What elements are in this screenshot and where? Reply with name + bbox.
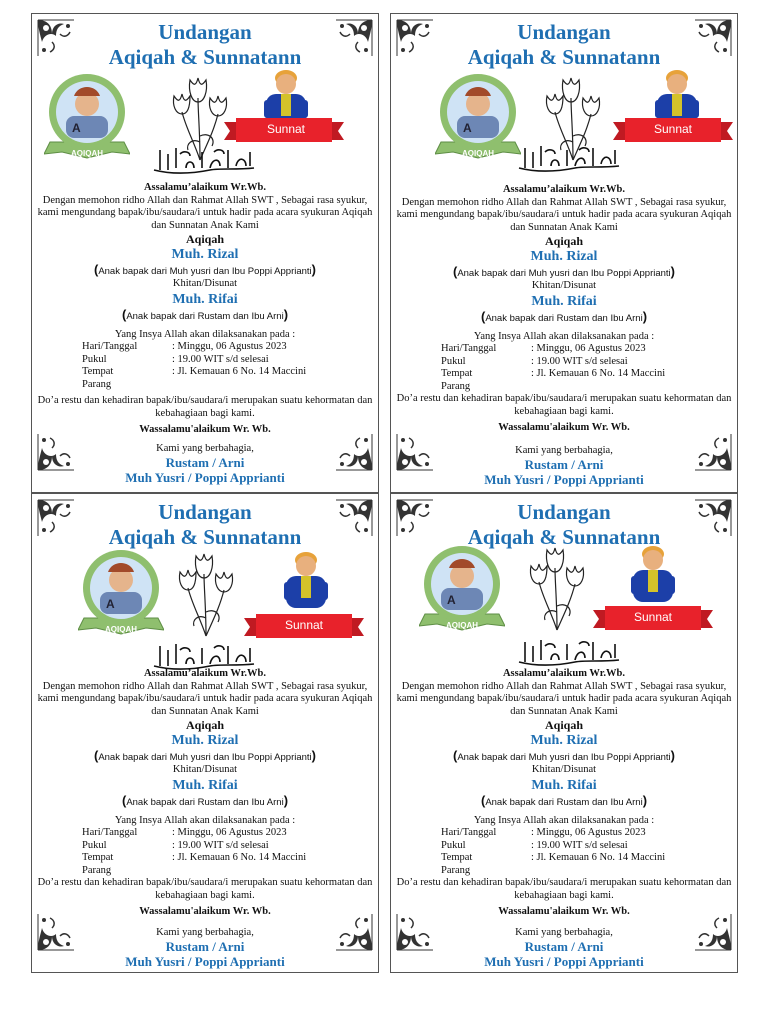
- card-body: [32, 668, 378, 969]
- family-names-2: Muh Yusri / Poppi Apprianti: [484, 954, 644, 969]
- boy-photo: [276, 546, 336, 608]
- child2-parents: (Anak bapak dari Rustam dan Ibu Arni): [480, 308, 648, 324]
- family-names-1: Rustam / Arni: [165, 939, 245, 954]
- event-details: [441, 827, 701, 877]
- date-label: Hari/Tanggal: [82, 827, 138, 838]
- child1-name: Muh. Rizal: [171, 247, 239, 262]
- child1-name: Muh. Rizal: [530, 733, 598, 748]
- aqiqah-label: Aqiqah: [544, 718, 584, 732]
- aqiqah-badge: [419, 542, 505, 634]
- salam-close: Wassalamu'alaikum Wr. Wb.: [498, 906, 630, 917]
- child1-name: Muh. Rizal: [171, 733, 239, 748]
- card-title: Undangan: [158, 20, 252, 44]
- date-label: Hari/Tanggal: [82, 341, 138, 352]
- aqiqah-label: Aqiqah: [544, 234, 584, 248]
- badge-label: AQIQAH: [462, 149, 494, 158]
- prayer-text: Do’a restu dan kehadiran bapak/ibu/saudara/i merupakan suatu kehormatan dan kebahagiaan bagi kami.: [396, 393, 732, 417]
- family-names-2: Muh Yusri / Poppi Apprianti: [125, 954, 285, 969]
- schedule-intro: Yang Insya Allah akan dilaksanakan pada :: [114, 328, 296, 340]
- child1-name: Muh. Rizal: [530, 249, 598, 264]
- ribbon-label: Sunnat: [653, 122, 693, 136]
- closing-text: Kami yang berbahagia,: [515, 444, 613, 456]
- aqiqah-label: Aqiqah: [185, 718, 225, 732]
- child2-name: Muh. Rifai: [172, 777, 238, 793]
- event-details: [82, 341, 342, 391]
- khitan-label: Khitan/Disunat: [172, 278, 238, 289]
- place-value-cont: Parang: [441, 864, 471, 876]
- salam-open: Assalamu’alaikum Wr.Wb.: [502, 668, 626, 679]
- tulip-flower-icon: [525, 542, 589, 632]
- family-names-2: Muh Yusri / Poppi Apprianti: [484, 472, 644, 487]
- child2-parents: (Anak bapak dari Rustam dan Ibu Arni): [121, 306, 289, 322]
- place-label: Tempat: [441, 852, 473, 863]
- bismillah-calligraphy-icon: [515, 636, 625, 670]
- schedule-intro: Yang Insya Allah akan dilaksanakan pada :: [473, 330, 655, 342]
- badge-label: AQIQAH: [71, 149, 103, 158]
- invitation-card: [390, 493, 738, 973]
- date-label: Hari/Tanggal: [441, 827, 497, 838]
- date-value: : Minggu, 06 Agustus 2023: [172, 827, 287, 838]
- place-value-cont: Parang: [441, 380, 471, 392]
- khitan-label: Khitan/Disunat: [531, 280, 597, 291]
- salam-open: Assalamu’alaikum Wr.Wb.: [143, 182, 267, 193]
- salam-close: Wassalamu'alaikum Wr. Wb.: [139, 906, 271, 917]
- boy-photo: [256, 64, 316, 126]
- time-label: Pukul: [82, 839, 107, 851]
- card-body: [391, 668, 737, 969]
- intro-text: Dengan memohon ridho Allah dan Rahmat Allah SWT , Sebagai rasa syukur, kami mengundang bapak/ibu/saudara/i untuk hadir pada acara syukuran Aqiqah dan Sunnatan Anak Kami: [37, 680, 373, 717]
- time-label: Pukul: [441, 355, 466, 367]
- aqiqah-label: Aqiqah: [185, 232, 225, 246]
- salam-open: Assalamu’alaikum Wr.Wb.: [143, 668, 267, 679]
- child1-parents: (Anak bapak dari Muh yusri dan Ibu Poppi Apprianti): [93, 748, 317, 763]
- date-value: : Minggu, 06 Agustus 2023: [531, 827, 646, 838]
- aqiqah-badge: [78, 546, 164, 638]
- family-names-1: Rustam / Arni: [165, 455, 245, 470]
- intro-text: Dengan memohon ridho Allah dan Rahmat Allah SWT , Sebagai rasa syukur, kami mengundang bapak/ibu/saudara/i untuk hadir pada acara syukuran Aqiqah dan Sunnatan Anak Kami: [396, 680, 732, 717]
- salam-close: Wassalamu'alaikum Wr. Wb.: [498, 422, 630, 433]
- card-body: [391, 184, 737, 487]
- date-value: : Minggu, 06 Agustus 2023: [531, 343, 646, 354]
- child2-name: Muh. Rifai: [531, 293, 597, 309]
- boy-photo: [647, 64, 707, 126]
- closing-text: Kami yang berbahagia,: [515, 926, 613, 938]
- aqiqah-badge: [435, 70, 521, 162]
- card-body: [32, 182, 378, 485]
- ribbon-label: Sunnat: [284, 618, 324, 632]
- date-value: : Minggu, 06 Agustus 2023: [172, 341, 287, 352]
- event-details: [82, 827, 342, 877]
- place-value-cont: Parang: [82, 864, 112, 876]
- place-label: Tempat: [82, 366, 114, 377]
- time-value: : 19.00 WIT s/d selesai: [531, 355, 628, 367]
- prayer-text: Do’a restu dan kehadiran bapak/ibu/saudara/i merupakan suatu kehormatan dan kebahagiaan bagi kami.: [396, 877, 732, 901]
- tulip-flower-icon: [174, 548, 238, 638]
- salam-open: Assalamu’alaikum Wr.Wb.: [502, 184, 626, 195]
- place-value: : Jl. Kemauan 6 No. 14 Maccini: [531, 852, 666, 863]
- card-subtitle: Aqiqah & Sunnatann: [108, 45, 302, 69]
- place-value: : Jl. Kemauan 6 No. 14 Maccini: [172, 852, 307, 863]
- card-subtitle: Aqiqah & Sunnatann: [108, 525, 302, 549]
- bismillah-calligraphy-icon: [150, 144, 260, 178]
- child2-name: Muh. Rifai: [531, 777, 597, 793]
- child2-parents: (Anak bapak dari Rustam dan Ibu Arni): [121, 792, 289, 808]
- child2-parents: (Anak bapak dari Rustam dan Ibu Arni): [480, 792, 648, 808]
- card-subtitle: Aqiqah & Sunnatann: [467, 45, 661, 69]
- prayer-text: Do’a restu dan kehadiran bapak/ibu/saudara/i merupakan suatu kehormatan dan kebahagiaan bagi kami.: [37, 395, 373, 419]
- date-label: Hari/Tanggal: [441, 343, 497, 354]
- khitan-label: Khitan/Disunat: [172, 764, 238, 775]
- event-details: [441, 343, 701, 393]
- place-value-cont: Parang: [82, 378, 112, 390]
- family-names-1: Rustam / Arni: [524, 939, 604, 954]
- time-value: : 19.00 WIT s/d selesai: [531, 839, 628, 851]
- place-value: : Jl. Kemauan 6 No. 14 Maccini: [531, 368, 666, 379]
- invitation-card: [31, 493, 379, 973]
- time-value: : 19.00 WIT s/d selesai: [172, 839, 269, 851]
- badge-label: AQIQAH: [446, 621, 478, 630]
- prayer-text: Do’a restu dan kehadiran bapak/ibu/saudara/i merupakan suatu kehormatan dan kebahagiaan bagi kami.: [37, 877, 373, 901]
- child1-parents: (Anak bapak dari Muh yusri dan Ibu Poppi Apprianti): [93, 262, 317, 277]
- child1-parents: (Anak bapak dari Muh yusri dan Ibu Poppi Apprianti): [452, 748, 676, 763]
- ribbon-label: Sunnat: [266, 122, 306, 136]
- bismillah-calligraphy-icon: [515, 142, 625, 176]
- time-label: Pukul: [82, 353, 107, 365]
- card-title: Undangan: [517, 500, 611, 524]
- child1-parents: (Anak bapak dari Muh yusri dan Ibu Poppi Apprianti): [452, 264, 676, 279]
- invitation-card: [390, 13, 738, 493]
- card-title: Undangan: [158, 500, 252, 524]
- family-names-1: Rustam / Arni: [524, 457, 604, 472]
- family-names-2: Muh Yusri / Poppi Apprianti: [125, 470, 285, 485]
- badge-label: AQIQAH: [105, 625, 137, 634]
- closing-text: Kami yang berbahagia,: [156, 442, 254, 454]
- khitan-label: Khitan/Disunat: [531, 764, 597, 775]
- time-label: Pukul: [441, 839, 466, 851]
- child2-name: Muh. Rifai: [172, 291, 238, 307]
- place-label: Tempat: [441, 368, 473, 379]
- time-value: : 19.00 WIT s/d selesai: [172, 353, 269, 365]
- intro-text: Dengan memohon ridho Allah dan Rahmat Allah SWT , Sebagai rasa syukur, kami mengundang bapak/ibu/saudara/i untuk hadir pada acara syukuran Aqiqah dan Sunnatan Anak Kami: [396, 196, 732, 233]
- salam-close: Wassalamu'alaikum Wr. Wb.: [139, 424, 271, 435]
- closing-text: Kami yang berbahagia,: [156, 926, 254, 938]
- boy-photo: [623, 540, 683, 602]
- place-value: : Jl. Kemauan 6 No. 14 Maccini: [172, 366, 307, 377]
- schedule-intro: Yang Insya Allah akan dilaksanakan pada :: [114, 814, 296, 826]
- card-subtitle: Aqiqah & Sunnatann: [467, 525, 661, 549]
- aqiqah-badge: [44, 70, 130, 162]
- schedule-intro: Yang Insya Allah akan dilaksanakan pada :: [473, 814, 655, 826]
- ribbon-label: Sunnat: [633, 610, 673, 624]
- card-title: Undangan: [517, 20, 611, 44]
- place-label: Tempat: [82, 852, 114, 863]
- intro-text: Dengan memohon ridho Allah dan Rahmat Allah SWT , Sebagai rasa syukur, kami mengundang bapak/ibu/saudara/i untuk hadir pada acara syukuran Aqiqah dan Sunnatan Anak Kami: [37, 194, 373, 231]
- invitation-card: [31, 13, 379, 493]
